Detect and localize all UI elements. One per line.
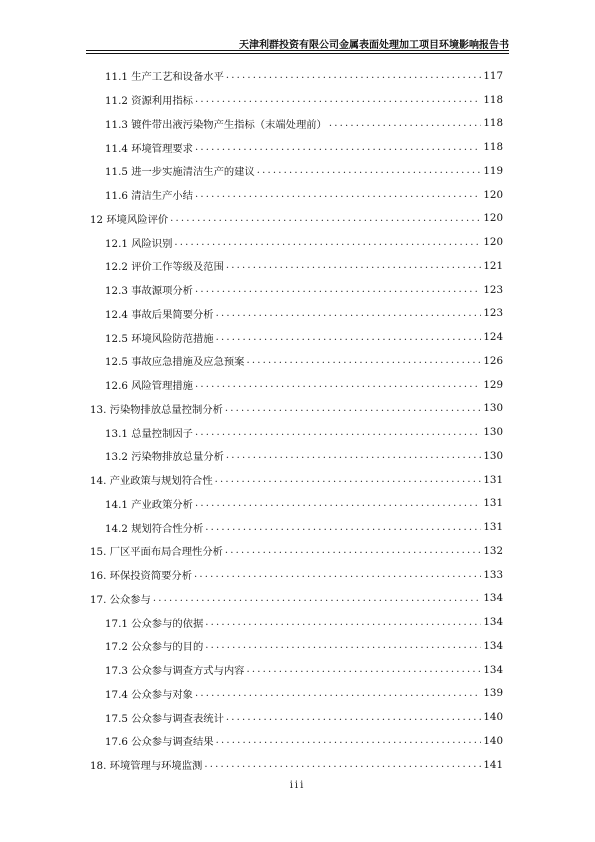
toc-entry[interactable] (90, 610, 503, 634)
page-number: iii (289, 780, 306, 791)
toc-entry-page: 134 (483, 592, 503, 605)
toc-entry[interactable] (90, 302, 503, 326)
toc-entry-title: 11.6 清洁生产小结 (105, 190, 193, 203)
toc-entry-page: 130 (483, 426, 503, 439)
toc-entry-title: 11.1 生产工艺和设备水平 (105, 71, 224, 84)
toc-entry[interactable] (90, 207, 503, 231)
toc-entry-page: 123 (483, 307, 503, 320)
toc-entry-title: 12.6 风险管理措施 (105, 380, 193, 393)
toc-entry[interactable] (90, 64, 503, 88)
dot-leader (195, 94, 481, 105)
toc-entry[interactable] (90, 278, 503, 302)
toc-entry-page: 120 (483, 236, 503, 249)
toc-entry-title: 13.1 总量控制因子 (105, 427, 193, 440)
toc-entry-page: 131 (483, 497, 503, 510)
toc-entry-page: 132 (483, 544, 503, 557)
toc-entry[interactable] (90, 587, 503, 611)
toc-entry-title: 14.1 产业政策分析 (105, 498, 193, 511)
dot-leader (195, 379, 481, 390)
dot-leader (226, 260, 481, 271)
header-rule-thin (86, 53, 509, 54)
toc-entry[interactable] (90, 634, 503, 658)
toc-entry-title: 17.1 公众参与的依据 (105, 617, 204, 630)
toc-entry-title: 14.2 规划符合性分析 (105, 522, 204, 535)
toc-entry-page: 140 (483, 734, 503, 747)
toc-entry-page: 118 (483, 93, 503, 106)
toc-entry-title: 11.4 环境管理要求 (105, 142, 193, 155)
toc-entry-title: 17.3 公众参与调查方式与内容 (105, 665, 245, 678)
toc-entry-title: 13. 污染物排放总量控制分析 (90, 403, 223, 416)
toc-entry-title: 12.4 事故后果简要分析 (105, 308, 214, 321)
toc-entry[interactable] (90, 88, 503, 112)
toc-entry-title: 17. 公众参与 (90, 593, 151, 606)
toc-entry[interactable] (90, 135, 503, 159)
toc-entry-title: 17.5 公众参与调查表统计 (105, 712, 224, 725)
toc-entry[interactable] (90, 159, 503, 183)
dot-leader (205, 522, 481, 533)
toc-entry-page: 134 (483, 663, 503, 676)
toc-entry[interactable] (90, 563, 503, 587)
toc-entry-page: 120 (483, 212, 503, 225)
toc-entry[interactable] (90, 515, 503, 539)
toc-entry[interactable] (90, 682, 503, 706)
toc-entry-title: 12.5 环境风险防范措施 (105, 332, 214, 345)
toc-entry-page: 124 (483, 331, 503, 344)
table-of-contents (90, 64, 503, 777)
dot-leader (257, 165, 482, 176)
toc-entry-page: 117 (483, 69, 503, 82)
toc-entry-page: 126 (483, 354, 503, 367)
toc-entry-page: 133 (483, 568, 503, 581)
toc-entry[interactable] (90, 753, 503, 777)
toc-entry-title: 12 环境风险评价 (90, 213, 169, 226)
toc-entry-page: 118 (483, 117, 503, 130)
toc-entry-title: 12.5 事故应急措施及应急预案 (105, 356, 245, 369)
running-header: 天津利群投资有限公司金属表面处理加工项目环境影响报告书 (239, 40, 509, 51)
toc-entry[interactable] (90, 349, 503, 373)
toc-entry-title: 17.4 公众参与对象 (105, 688, 193, 701)
toc-entry[interactable] (90, 183, 503, 207)
dot-leader (195, 427, 481, 438)
toc-entry[interactable] (90, 539, 503, 563)
toc-entry[interactable] (90, 230, 503, 254)
toc-entry-title: 11.5 进一步实施清洁生产的建议 (105, 166, 255, 179)
toc-entry-page: 129 (483, 378, 503, 391)
toc-entry-title: 13.2 污染物排放总量分析 (105, 451, 224, 464)
toc-entry-page: 131 (483, 521, 503, 534)
dot-leader (329, 118, 482, 129)
header-rule-thick (86, 50, 509, 51)
dot-leader (216, 332, 482, 343)
toc-entry[interactable] (90, 397, 503, 421)
dot-leader (195, 688, 481, 699)
toc-entry-page: 118 (483, 141, 503, 154)
toc-entry[interactable] (90, 373, 503, 397)
toc-entry-page: 141 (483, 758, 503, 771)
dot-leader (216, 735, 482, 746)
dot-leader (226, 450, 481, 461)
toc-entry-title: 14. 产业政策与规划符合性 (90, 475, 213, 488)
toc-entry-title: 12.2 评价工作等级及范围 (105, 261, 224, 274)
dot-leader (246, 355, 481, 366)
dot-leader (205, 617, 481, 628)
dot-leader (226, 70, 481, 81)
dot-leader (225, 403, 481, 414)
dot-leader (205, 640, 481, 651)
dot-leader (153, 593, 482, 604)
dot-leader (195, 142, 481, 153)
toc-entry[interactable] (90, 468, 503, 492)
dot-leader (204, 759, 481, 770)
dot-leader (246, 664, 481, 675)
dot-leader (215, 474, 482, 485)
toc-entry-title: 17.2 公众参与的目的 (105, 641, 204, 654)
toc-entry[interactable] (90, 705, 503, 729)
toc-entry-title: 18. 环境管理与环境监测 (90, 760, 203, 773)
toc-entry-page: 131 (483, 473, 503, 486)
toc-entry-title: 12.1 风险识别 (105, 237, 173, 250)
dot-leader (195, 189, 481, 200)
toc-entry[interactable] (90, 254, 503, 278)
toc-entry-title: 11.3 镀件带出液污染物产生指标（末端处理前） (105, 118, 327, 131)
dot-leader (170, 213, 481, 224)
dot-leader (195, 498, 481, 509)
toc-entry-title: 15. 厂区平面布局合理性分析 (90, 546, 223, 559)
toc-entry-page: 134 (483, 616, 503, 629)
toc-entry-page: 119 (483, 164, 503, 177)
toc-entry[interactable] (90, 420, 503, 444)
toc-entry[interactable] (90, 325, 503, 349)
dot-leader (216, 308, 482, 319)
toc-entry-page: 130 (483, 449, 503, 462)
toc-entry-page: 139 (483, 687, 503, 700)
toc-entry-title: 11.2 资源利用指标 (105, 95, 193, 108)
dot-leader (226, 712, 481, 723)
toc-entry-page: 140 (483, 711, 503, 724)
toc-entry[interactable] (90, 492, 503, 516)
toc-entry[interactable] (90, 112, 503, 136)
dot-leader (194, 569, 481, 580)
toc-entry-page: 130 (483, 402, 503, 415)
toc-entry-title: 17.6 公众参与调查结果 (105, 736, 214, 749)
dot-leader (174, 237, 481, 248)
toc-entry-title: 16. 环保投资简要分析 (90, 570, 193, 583)
toc-entry[interactable] (90, 444, 503, 468)
toc-entry-page: 134 (483, 639, 503, 652)
toc-entry[interactable] (90, 729, 503, 753)
dot-leader (225, 545, 481, 556)
toc-entry-title: 12.3 事故源项分析 (105, 285, 193, 298)
toc-entry-page: 120 (483, 188, 503, 201)
toc-entry-page: 123 (483, 283, 503, 296)
dot-leader (195, 284, 481, 295)
toc-entry-page: 121 (483, 259, 503, 272)
toc-entry[interactable] (90, 658, 503, 682)
